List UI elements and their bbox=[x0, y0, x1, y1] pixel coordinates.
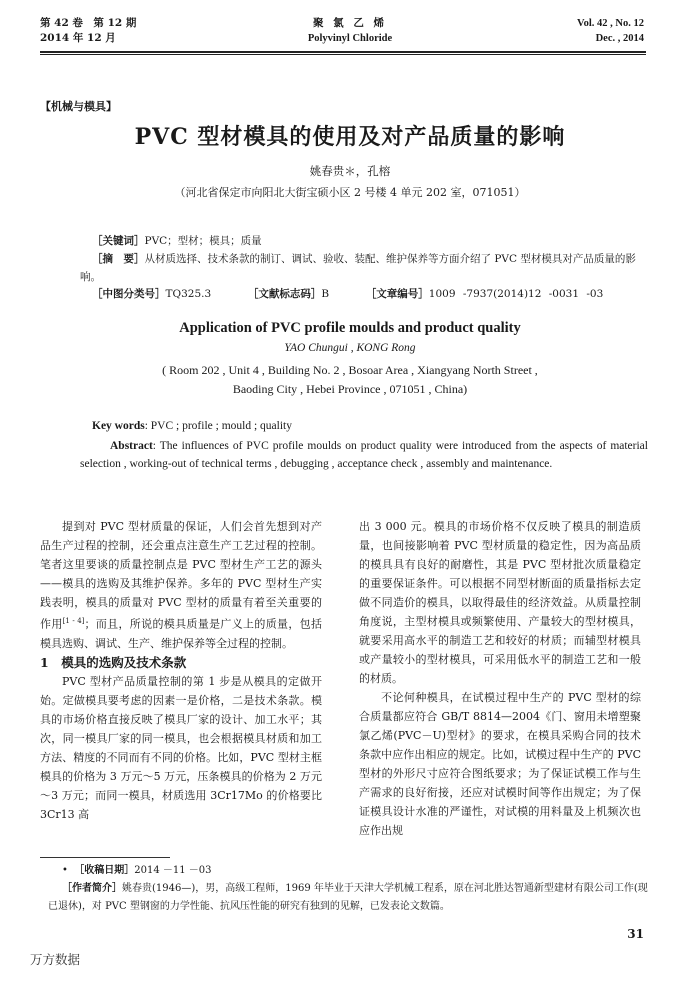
keywords-cn-text: PVC；型材；模具；质量 bbox=[144, 235, 262, 247]
clc-value: TQ325.3 bbox=[165, 288, 212, 300]
keywords-en-label: Key words bbox=[92, 420, 145, 432]
abstract-en bbox=[80, 437, 648, 473]
classification-line bbox=[92, 286, 603, 301]
keywords-en-text: : PVC ; profile ; mould ; quality bbox=[144, 420, 292, 432]
affiliation-cn: （河北省保定市向阳北大街宝硕小区 2 号楼 4 单元 202 室，071051） bbox=[174, 186, 526, 199]
keywords-cn bbox=[92, 232, 648, 250]
body-paragraph: 不论何种模具，在试模过程中生产的 PVC 型材的综合质量都应符合 GB/T 8814—2004《门、窗用未增塑聚氯乙烯(PVC－U)型材》的要求，在模具采购合同的技术条款中应作出相应的规定。比如，试模过程中生产的 PVC 型材的外形尺寸应符合图纸要求；为了保证试模工作与生产需求的良好衔接，还应对试模时间等作出规定；为了保证模具设计水准的严谨性，对试模的用料量及上机频次也应作出规 bbox=[359, 691, 641, 837]
body-column-left bbox=[40, 517, 322, 824]
author-bio bbox=[48, 880, 648, 916]
article-no-label: ［文章编号］ bbox=[365, 288, 429, 300]
body-paragraph: 出 3 000 元。模具的市场价格不仅反映了模具的制造质量，也间接影响着 PVC 型材质量的稳定性，因为高品质的模具具有良好的耐磨性，其是 PVC 型材批次质量稳定的重要保证条件。可以根据不同型材断面的质量指标去定做不同造价的模具，以取得最佳的经济效益。从质量控制角度说，主型材模具或频繁使用、产量较大的型材模具，就要采用高水平的制造工艺和较好的材质；而辅型材模具或产量较小的型材模具，可采用低水平的制造工艺和一般的材质。 bbox=[359, 520, 641, 685]
bio-label: ［作者简介］ bbox=[62, 883, 122, 894]
journal-volume-en bbox=[577, 16, 644, 46]
keywords-cn-label: ［关键词］ bbox=[92, 235, 145, 247]
journal-date-en: Dec. , 2014 bbox=[595, 33, 644, 44]
watermark: 万方数据 bbox=[30, 952, 81, 967]
article-title-cn: PVC 型材模具的使用及对产品质量的影响 bbox=[134, 124, 566, 150]
article-title-en: Application of PVC profile moulds and product quality bbox=[179, 320, 521, 336]
body-paragraph bbox=[40, 517, 322, 653]
abstract-cn-label: ［摘 要］ bbox=[92, 253, 145, 265]
section-heading: 1 模具的选购及技术条款 bbox=[40, 654, 187, 670]
journal-date-cn: 2014 年 12 月 bbox=[40, 32, 116, 44]
body-paragraph: PVC 型材产品质量控制的第 1 步是从模具的定做开始。定做模具要考虑的因素一是价格，二是技术条款。模具的市场价格直接反映了模具厂家的设计、加工水平；其次，同一模具厂家的同一模具，也会根据模具材质和加工方法、精度的不同而有不同的价格。比如，PVC 型材主框模具的价格为 3 万元～5 万元，压条模具的价格为 2 万元～3 万元；而同一模具，材质选用 3Cr17Mo 的价格要比 3Cr13 高 bbox=[40, 674, 322, 821]
page-number: 31 bbox=[627, 927, 644, 941]
abstract-cn-text: 从材质选择、技术条款的制订、调试、验收、装配、维护保养等方面介绍了 PVC 型材模具对产品质量的影响。 bbox=[80, 253, 636, 283]
abstract-cn bbox=[80, 250, 648, 286]
footnote bbox=[48, 862, 648, 916]
footnote-rule bbox=[40, 857, 170, 858]
body-text: 提到对 PVC 型材质量的保证，人们会首先想到对产品生产过程的控制，还会重点注意生产工艺过程的控制。笔者这里要谈的质量控制点是 PVC 型材生产工艺的源头——模具的选购及其维护保养。多年的 PVC 型材生产实践表明，模具的质量对 PVC 型材的质量有着至关重要的作用 bbox=[40, 520, 322, 631]
received-date: • ［收稿日期］2014 －11 －03 bbox=[62, 865, 212, 876]
citation-ref: [1 - 4] bbox=[62, 617, 85, 625]
received-label: ［收稿日期］ bbox=[74, 865, 135, 876]
bio-text: 姚春贵(1946—)，男，高级工程师，1969 年毕业于天津大学机械工程系，原在河北胜达智通新型建材有限公司工作(现已退休)，对 PVC 塑钢窗的力学性能、抗风压性能的研究有独到的见解，已发表论文数篇。 bbox=[48, 883, 648, 912]
affiliation-en-line2: Baoding City , Hebei Province , 071051 , China) bbox=[232, 382, 468, 396]
abstract-en-label: Abstract bbox=[110, 440, 153, 452]
affiliation-en bbox=[110, 361, 590, 399]
affiliation-en-line1: ( Room 202 , Unit 4 , Building No. 2 , Bosoar Area , Xiangyang North Street , bbox=[162, 363, 538, 377]
article-no-value: 1009 -7937(2014)12 -0031 -03 bbox=[428, 288, 604, 300]
clc-label: ［中图分类号］ bbox=[92, 288, 166, 300]
journal-name-en: Polyvinyl Chloride bbox=[307, 33, 393, 44]
header-rule-top bbox=[40, 51, 646, 53]
journal-name-cn: 聚 氯 乙 烯 bbox=[313, 17, 387, 29]
header-rule-bottom bbox=[40, 54, 646, 55]
authors-cn: 姚春贵＊，孔榕 bbox=[309, 164, 391, 178]
doc-code-value: B bbox=[321, 288, 330, 300]
journal-vol-no-en: Vol. 42 , No. 12 bbox=[577, 18, 644, 29]
journal-volume-issue: 第 42 卷 第 12 期 bbox=[40, 17, 137, 29]
keywords-en bbox=[92, 420, 292, 432]
abstract-en-text: : The influences of PVC profile moulds on product quality were introduced from the aspects of material selection , working-out of technical terms , debugging , acceptance check , assembly and maintenance. bbox=[80, 440, 648, 470]
authors-en: YAO Chungui , KONG Rong bbox=[284, 342, 416, 354]
body-text: ；而且，所说的模具质量是广义上的质量，包括模具选购、调试、生产、维护保养等全过程的控制。 bbox=[40, 617, 323, 650]
section-tag: 【机械与模具】 bbox=[40, 100, 117, 113]
doc-code-label: ［文献标志码］ bbox=[247, 288, 322, 300]
received-value: 2014 －11 －03 bbox=[134, 865, 212, 876]
body-column-right bbox=[359, 517, 641, 840]
